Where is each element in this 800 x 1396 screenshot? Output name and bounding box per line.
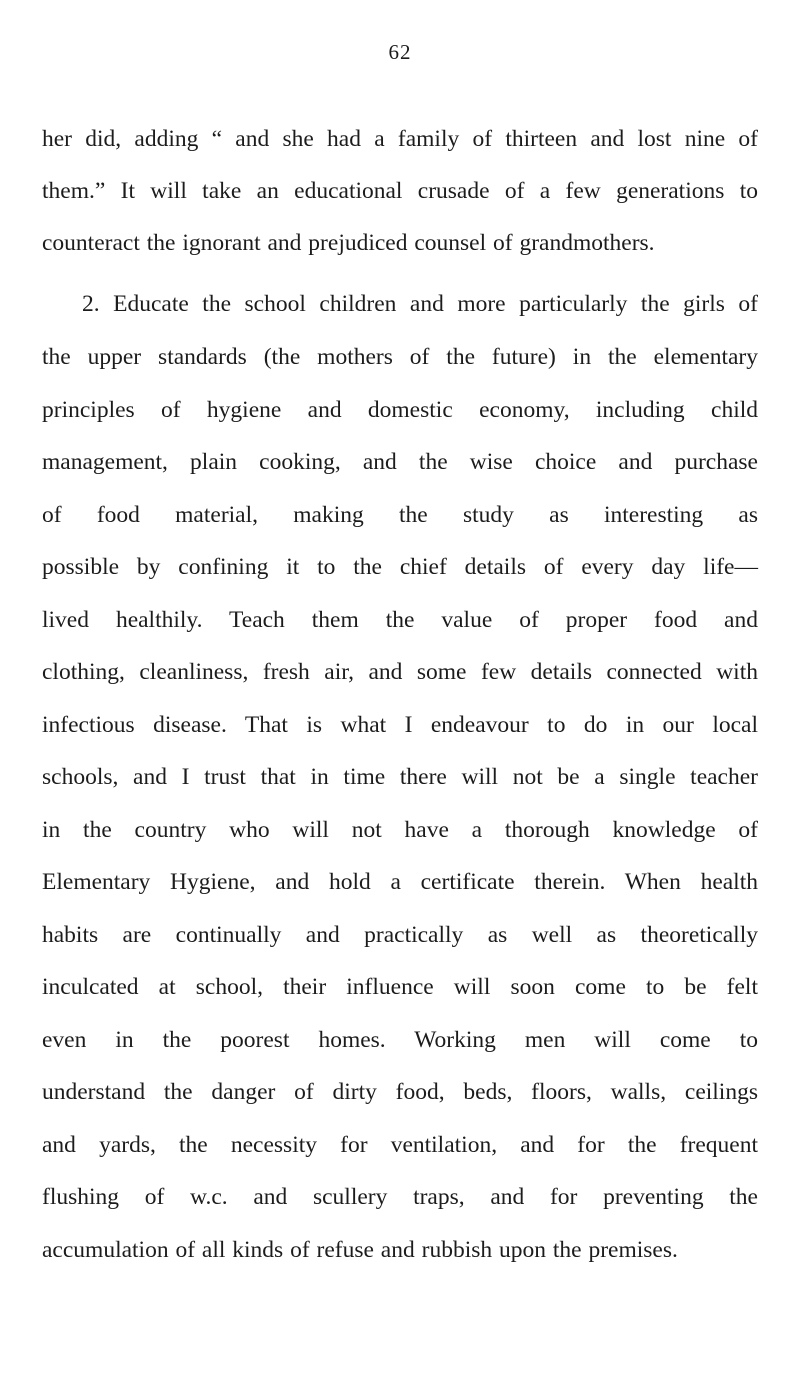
- text-line: management, plain cooking, and the wise choice and purchase: [42, 449, 758, 475]
- text-line: principles of hygiene and domestic economy, including child: [42, 397, 758, 423]
- text-line: even in the poorest homes. Working men will come to: [42, 1027, 758, 1053]
- text-line: accumulation of all kinds of refuse and rubbish upon the premises.: [42, 1237, 678, 1263]
- text-line: her did, adding “ and she had a family of thirteen and lost nine of: [42, 126, 758, 152]
- text-line: understand the danger of dirty food, beds, floors, walls, ceilings: [42, 1079, 758, 1105]
- page-number: 62: [388, 40, 412, 64]
- text-line: lived healthily. Teach them the value of proper food and: [42, 607, 758, 633]
- text-line: and yards, the necessity for ventilation, and for the frequent: [42, 1132, 758, 1158]
- text-line: infectious disease. That is what I endeavour to do in our local: [42, 712, 758, 738]
- text-line: possible by confining it to the chief details of every day life—: [42, 554, 758, 580]
- text-line: counteract the ignorant and prejudiced counsel of grandmothers.: [42, 230, 655, 256]
- text-line: clothing, cleanliness, fresh air, and some few details connected with: [42, 659, 758, 685]
- text-line: Elementary Hygiene, and hold a certificate therein. When health: [42, 869, 758, 895]
- text-line: the upper standards (the mothers of the future) in the elementary: [42, 344, 758, 370]
- text-line: habits are continually and practically as well as theoretically: [42, 922, 758, 948]
- text-line: 2. Educate the school children and more particularly the girls of: [82, 291, 758, 317]
- text-line: them.” It will take an educational crusade of a few generations to: [42, 178, 758, 204]
- text-line: flushing of w.c. and scullery traps, and for preventing the: [42, 1184, 758, 1210]
- text-line: schools, and I trust that in time there will not be a single teacher: [42, 764, 758, 790]
- text-line: of food material, making the study as interesting as: [42, 502, 758, 528]
- text-line: in the country who will not have a thorough knowledge of: [42, 817, 758, 843]
- text-line: inculcated at school, their influence will soon come to be felt: [42, 974, 758, 1000]
